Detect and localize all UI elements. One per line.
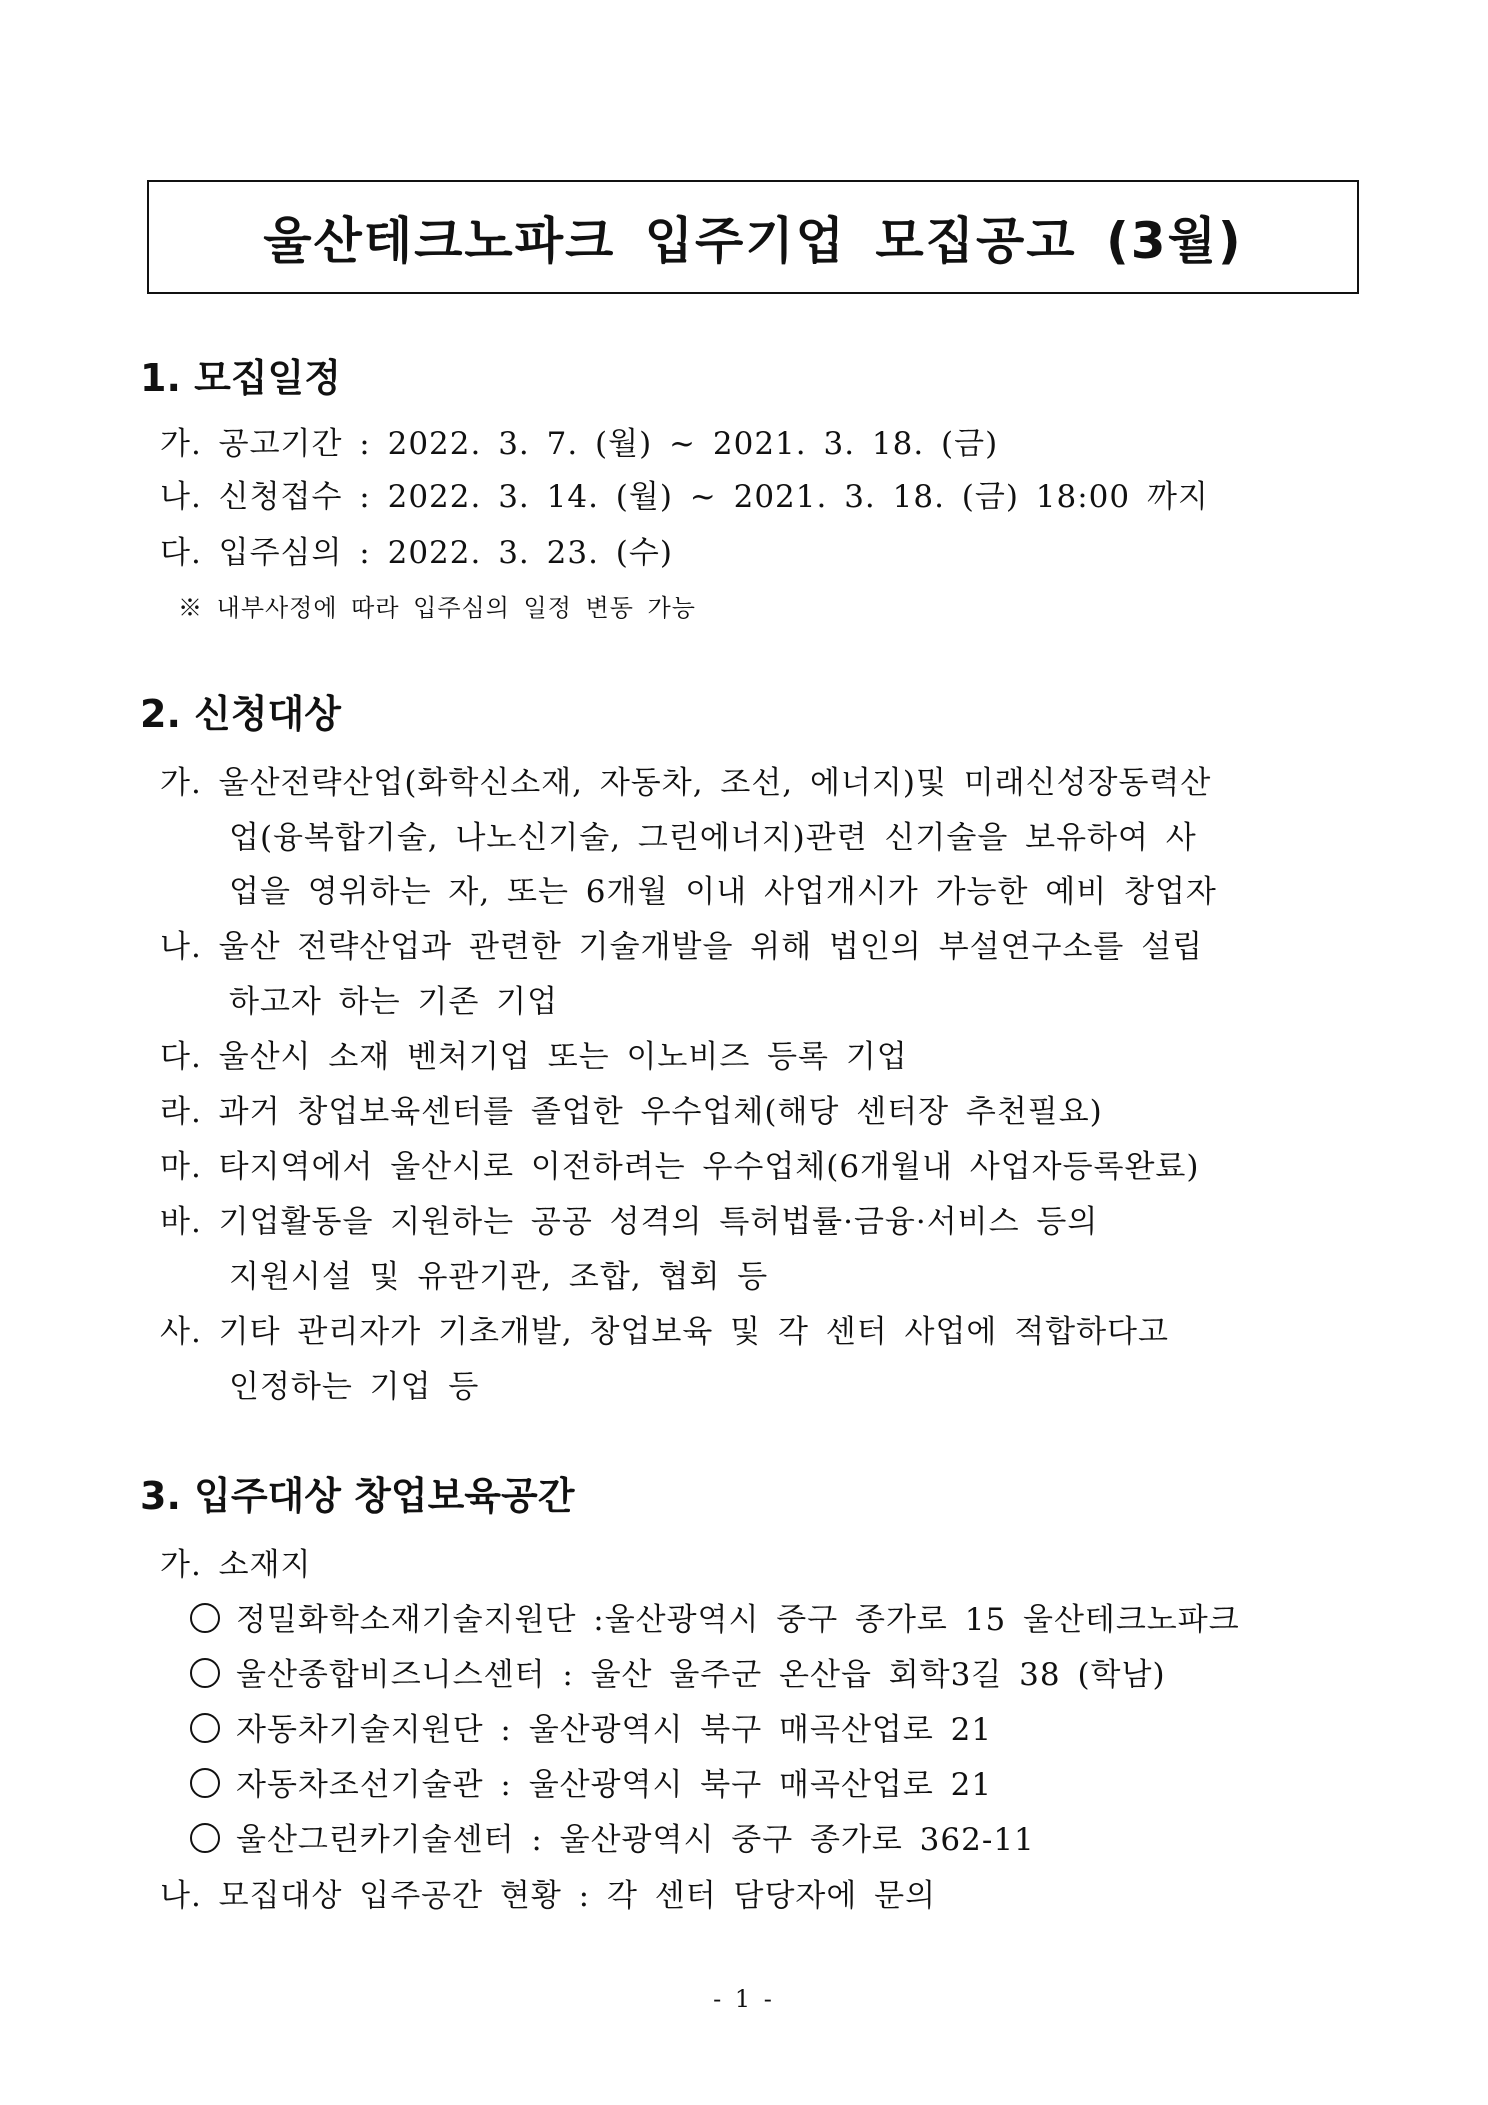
eligibility-line: 업(융복합기술, 나노신기술, 그린에너지)관련 신기술을 보유하여 사: [229, 820, 1197, 856]
circle-bullet-icon: [190, 1768, 220, 1798]
eligibility-line: 지원시설 및 유관기관, 조합, 협회 등: [229, 1259, 769, 1295]
eligibility-line: 업을 영위하는 자, 또는 6개월 이내 사업개시가 가능한 예비 창업자: [229, 874, 1217, 910]
eligibility-line: 다. 울산시 소재 벤처기업 또는 이노비즈 등록 기업: [160, 1039, 908, 1075]
location-item: 자동차조선기술관 : 울산광역시 북구 매곡산업로 21: [190, 1759, 992, 1804]
location-item: 울산그린카기술센터 : 울산광역시 중구 종가로 362-11: [190, 1814, 1035, 1859]
circle-bullet-icon: [190, 1603, 220, 1633]
circle-bullet-icon: [190, 1823, 220, 1853]
eligibility-line: 하고자 하는 기존 기업: [229, 984, 559, 1020]
location-item: 울산종합비즈니스센터 : 울산 울주군 온산읍 회학3길 38 (학남): [190, 1649, 1166, 1694]
schedule-item: 가. 공고기간 : 2022. 3. 7. (월) ~ 2021. 3. 18. (금): [160, 426, 999, 462]
eligibility-line: 라. 과거 창업보육센터를 졸업한 우수업체(해당 센터장 추천필요): [160, 1094, 1103, 1130]
eligibility-line: 마. 타지역에서 울산시로 이전하려는 우수업체(6개월내 사업자등록완료): [160, 1149, 1200, 1185]
eligibility-line: 가. 울산전략산업(화학신소재, 자동차, 조선, 에너지)및 미래신성장동력산: [160, 765, 1212, 801]
space-inquiry-line: 나. 모집대상 입주공간 현황 : 각 센터 담당자에 문의: [160, 1878, 937, 1914]
section-1-heading: 1. 모집일정: [140, 356, 341, 400]
schedule-item: 나. 신청접수 : 2022. 3. 14. (월) ~ 2021. 3. 18. (금) 18:00 까지: [160, 479, 1209, 515]
page-number: - 1 -: [713, 1985, 775, 2013]
eligibility-line: 사. 기타 관리자가 기초개발, 창업보육 및 각 센터 사업에 적합하다고: [160, 1314, 1169, 1350]
eligibility-line: 인정하는 기업 등: [229, 1369, 480, 1405]
section-3-heading: 3. 입주대상 창업보육공간: [140, 1474, 575, 1518]
schedule-item: 다. 입주심의 : 2022. 3. 23. (수): [160, 535, 673, 571]
circle-bullet-icon: [190, 1658, 220, 1688]
location-item: 자동차기술지원단 : 울산광역시 북구 매곡산업로 21: [190, 1704, 992, 1749]
eligibility-line: 나. 울산 전략산업과 관련한 기술개발을 위해 법인의 부설연구소를 설립: [160, 929, 1204, 965]
document-title: 울산테크노파크 입주기업 모집공고 (3월): [263, 212, 1243, 270]
section-2-heading: 2. 신청대상: [140, 692, 341, 736]
title-box: [147, 180, 1359, 294]
location-subheading: 가. 소재지: [160, 1547, 312, 1583]
circle-bullet-icon: [190, 1713, 220, 1743]
schedule-note: ※ 내부사정에 따라 입주심의 일정 변동 가능: [178, 594, 696, 622]
location-item: 정밀화학소재기술지원단 :울산광역시 중구 종가로 15 울산테크노파크: [190, 1594, 1240, 1639]
eligibility-line: 바. 기업활동을 지원하는 공공 성격의 특허법률·금융·서비스 등의: [160, 1204, 1099, 1240]
